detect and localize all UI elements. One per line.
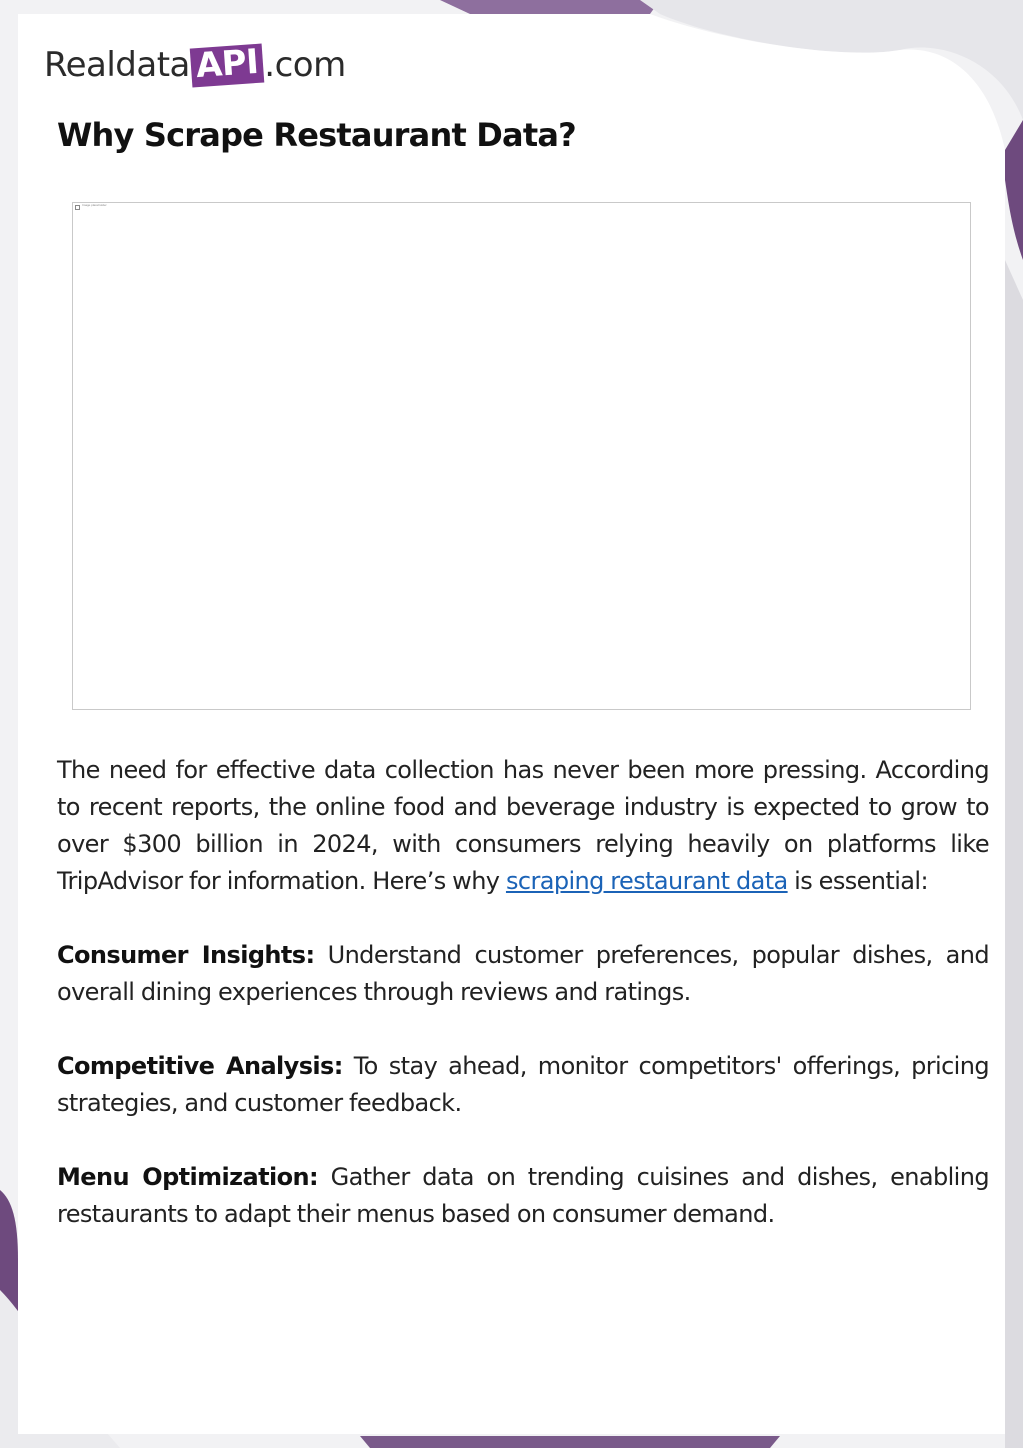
point-menu-optimization bbox=[57, 1159, 989, 1233]
image-placeholder bbox=[72, 202, 971, 710]
point-text: Gather data on trending cuisines and dishes, enabling restaurants to adapt their menus based on consumer demand. bbox=[57, 1163, 989, 1228]
article-body bbox=[57, 752, 989, 1270]
point-label: Competitive Analysis: bbox=[57, 1052, 343, 1080]
realdataapi-logo[interactable] bbox=[44, 38, 346, 92]
intro-paragraph bbox=[57, 752, 989, 900]
logo-text-com: .com bbox=[264, 45, 346, 85]
point-label: Consumer Insights: bbox=[57, 941, 315, 969]
point-label: Menu Optimization: bbox=[57, 1163, 319, 1191]
point-consumer-insights bbox=[57, 937, 989, 1011]
intro-text: The need for effective data collection has never been more pressing. According to recent reports, the online food and beverage industry is expected to grow to over $300 billion in 2024, with consumers relying heavily on platforms like TripAdvisor for information. Here’s why bbox=[57, 756, 989, 895]
broken-image-icon bbox=[75, 205, 80, 210]
page-title: Why Scrape Restaurant Data? bbox=[57, 116, 576, 154]
logo-text-realdata: Realdata bbox=[44, 45, 190, 85]
point-text: Understand customer preferences, popular dishes, and overall dining experiences through reviews and ratings. bbox=[57, 941, 989, 1006]
scraping-restaurant-data-link[interactable]: scraping restaurant data bbox=[505, 867, 788, 895]
image-alt-text: Image placeholder bbox=[82, 203, 107, 207]
point-text: To stay ahead, monitor competitors' offerings, pricing strategies, and customer feedback. bbox=[57, 1052, 989, 1117]
intro-text-end: is essential: bbox=[787, 867, 928, 895]
logo-text-api: API bbox=[190, 43, 265, 87]
point-competitive-analysis bbox=[57, 1048, 989, 1122]
